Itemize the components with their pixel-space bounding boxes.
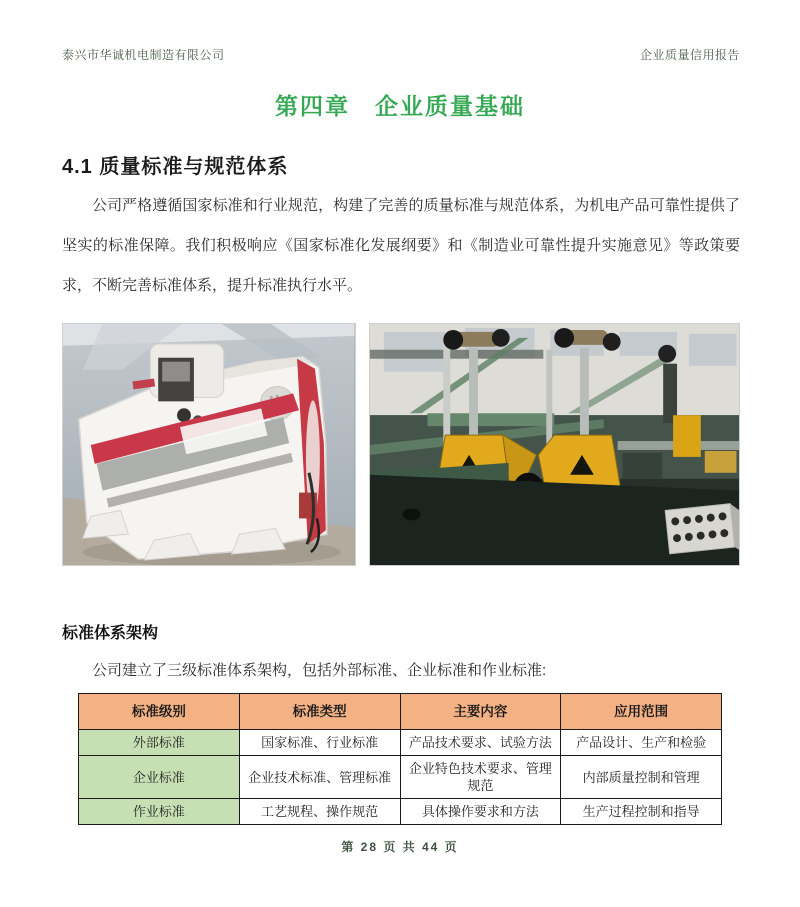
cell-level: 外部标准	[79, 730, 240, 756]
punch-machine-illustration	[63, 324, 355, 565]
cell-content: 企业特色技术要求、管理规范	[400, 756, 561, 799]
standards-table	[78, 693, 722, 825]
cell-scope: 生产过程控制和指导	[561, 799, 722, 825]
table-intro-paragraph: 公司建立了三级标准体系架构，包括外部标准、企业标准和作业标准:	[92, 662, 547, 679]
cell-type: 工艺规程、操作规范	[239, 799, 400, 825]
cell-type: 国家标准、行业标准	[239, 730, 400, 756]
table-row	[79, 730, 722, 756]
cell-level: 作业标准	[79, 799, 240, 825]
header-report-title: 企业质量信用报告	[639, 48, 740, 62]
col-header-scope: 应用范围	[561, 694, 722, 730]
section-paragraph: 公司严格遵循国家标准和行业规范，构建了完善的质量标准与规范体系，为机电产品可靠性提供了坚实的标准保障。我们积极响应《国家标准化发展纲要》和《制造业可靠性提升实施意见》等政策要求，不断完善标准体系，提升标准执行水平。	[62, 197, 740, 294]
cell-level: 企业标准	[79, 756, 240, 799]
cell-content: 产品技术要求、试验方法	[400, 730, 561, 756]
table-header-row	[79, 694, 722, 730]
table-row	[79, 799, 722, 825]
cell-scope: 产品设计、生产和检验	[561, 730, 722, 756]
cell-content: 具体操作要求和方法	[400, 799, 561, 825]
page-content	[0, 150, 800, 825]
cell-type: 企业技术标准、管理标准	[239, 756, 400, 799]
photo-row	[62, 323, 740, 566]
page-header	[0, 0, 800, 63]
chapter-title: 第四章 企业质量基础	[275, 93, 525, 119]
workshop-illustration	[370, 324, 739, 565]
table-row	[79, 756, 722, 799]
section-heading: 4.1 质量标准与规范体系	[62, 156, 289, 178]
col-header-content: 主要内容	[400, 694, 561, 730]
page-number: 第 28 页 共 44 页	[341, 840, 459, 854]
subsection-heading: 标准体系架构	[62, 625, 159, 642]
workshop-photo	[369, 323, 740, 566]
cell-scope: 内部质量控制和管理	[561, 756, 722, 799]
col-header-level: 标准级别	[79, 694, 240, 730]
punch-machine-photo	[62, 323, 356, 566]
col-header-type: 标准类型	[239, 694, 400, 730]
header-company-name: 泰兴市华诚机电制造有限公司	[62, 48, 225, 62]
